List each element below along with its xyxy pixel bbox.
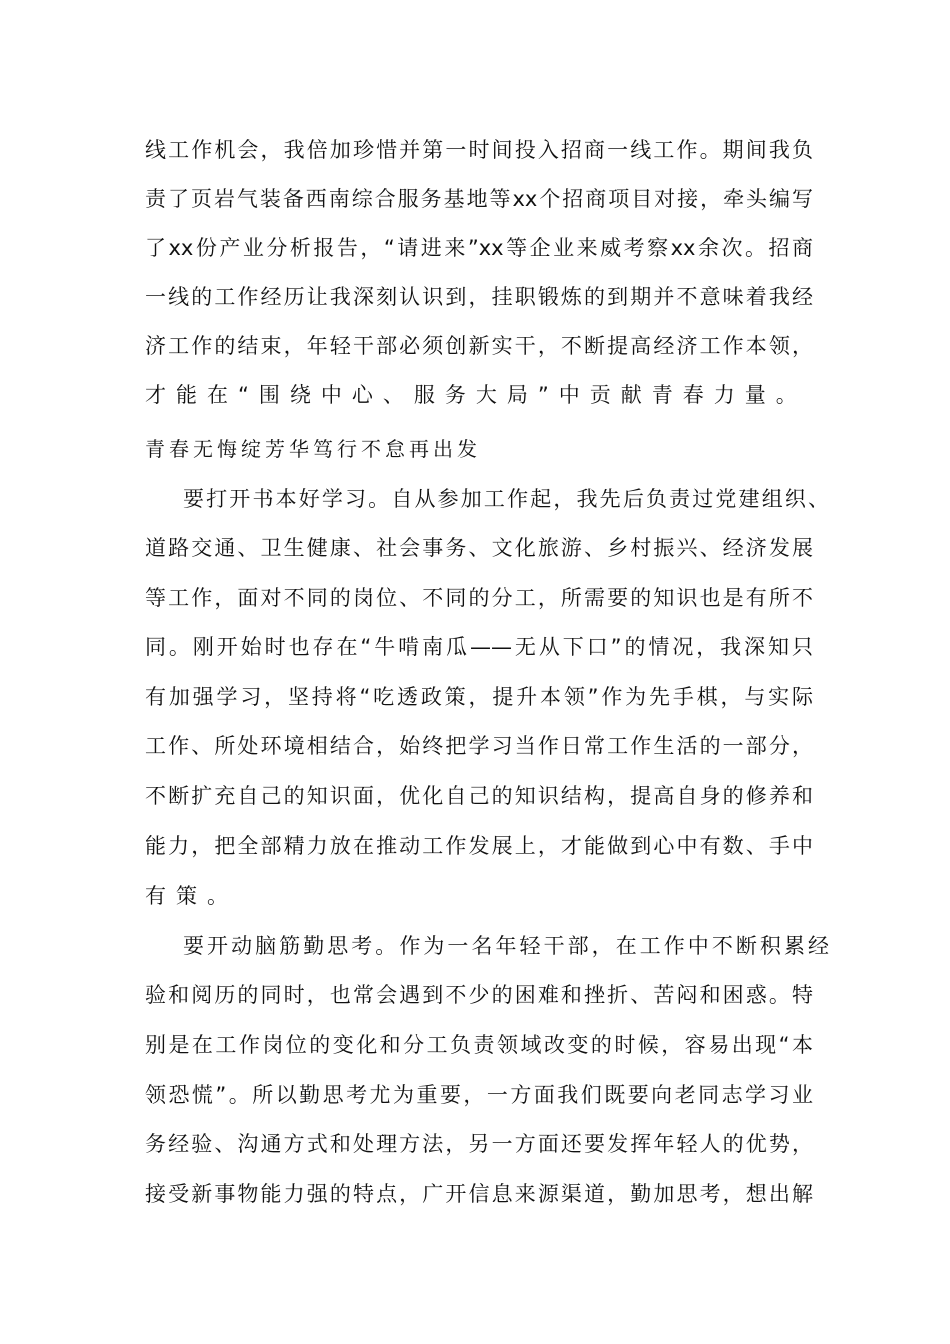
text-line: 济工作的结束，年轻干部必须创新实干，不断提高经济工作本领，	[145, 334, 813, 358]
text-line: 责了页岩气装备西南综合服务基地等xx个招商项目对接，牵头编写	[145, 187, 813, 211]
text-line: 一线的工作经历让我深刻认识到，挂职锻炼的到期并不意味着我经	[145, 285, 813, 309]
text-line: 不断扩充自己的知识面，优化自己的知识结构，提高自身的修养和	[145, 784, 813, 808]
text-line: 了xx份产业分析报告，“请进来”xx等企业来威考察xx余次。招商	[145, 236, 813, 260]
text-line: 线工作机会，我倍加珍惜并第一时间投入招商一线工作。期间我负	[145, 138, 813, 162]
text-line: 要开动脑筋勤思考。作为一名年轻干部，在工作中不断积累经	[183, 934, 829, 958]
text-line: 能力，把全部精力放在推动工作发展上，才能做到心中有数、手中	[145, 834, 813, 858]
text-line: 才能在“围绕中心、服务大局”中贡献青春力量。	[145, 383, 807, 407]
text-line: 工作、所处环境相结合，始终把学习当作日常工作生活的一部分，	[145, 734, 813, 758]
text-line: 有策。	[145, 884, 238, 908]
section-heading: 青春无悔绽芳华笃行不怠再出发	[145, 437, 481, 461]
text-line: 要打开书本好学习。自从参加工作起，我先后负责过党建组织、	[183, 487, 829, 511]
text-line: 同。刚开始时也存在“牛啃南瓜——无从下口”的情况，我深知只	[145, 635, 813, 659]
text-line: 有加强学习，坚持将“吃透政策，提升本领”作为先手棋，与实际	[145, 685, 813, 709]
text-line: 等工作，面对不同的岗位、不同的分工，所需要的知识也是有所不	[145, 586, 813, 610]
text-line: 领恐慌”。所以勤思考尤为重要，一方面我们既要向老同志学习业	[145, 1083, 813, 1107]
text-line: 务经验、沟通方式和处理方法，另一方面还要发挥年轻人的优势，	[145, 1132, 813, 1156]
text-line: 道路交通、卫生健康、社会事务、文化旅游、乡村振兴、经济发展	[145, 536, 813, 560]
text-line: 别是在工作岗位的变化和分工负责领域改变的时候，容易出现“本	[145, 1033, 813, 1057]
text-line: 验和阅历的同时，也常会遇到不少的困难和挫折、苦闷和困惑。特	[145, 983, 813, 1007]
text-line: 接受新事物能力强的特点，广开信息来源渠道，勤加思考，想出解	[145, 1182, 813, 1206]
